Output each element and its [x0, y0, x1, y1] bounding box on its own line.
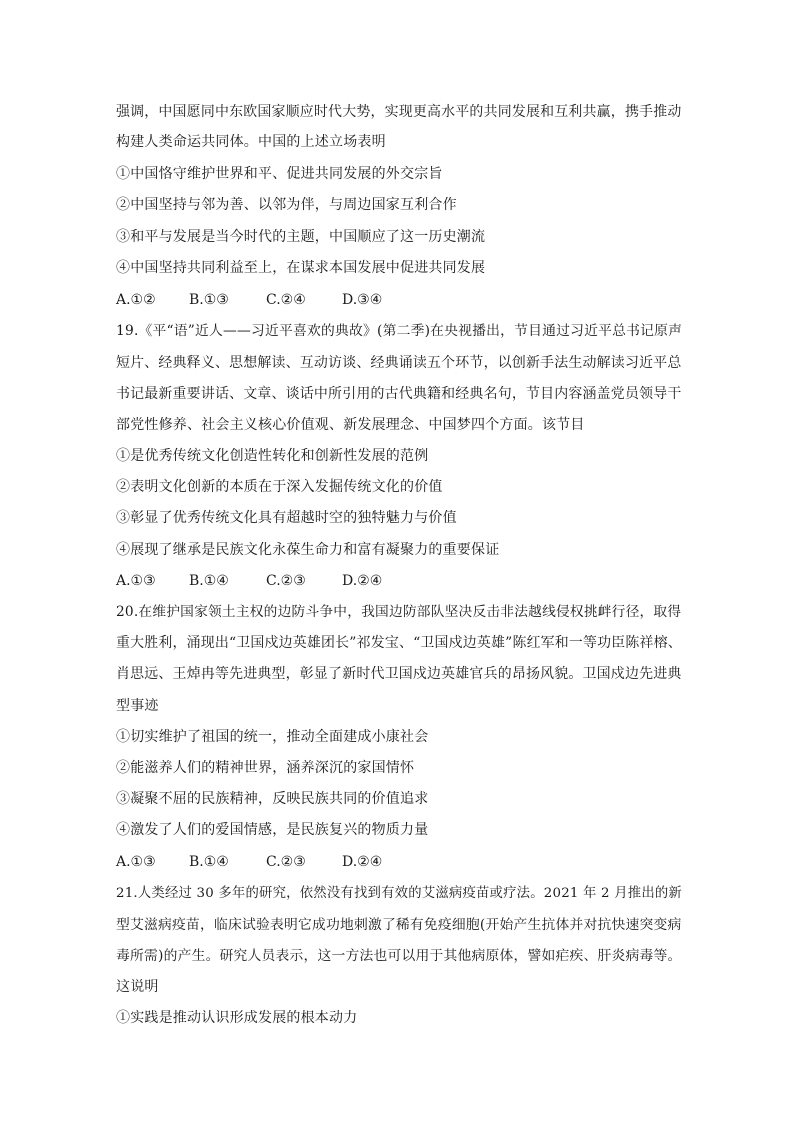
q19-item-1: ①是优秀传统文化创造性转化和创新性发展的范例 [116, 448, 429, 464]
intro-option-b: B.①③ [189, 292, 229, 308]
q20-option-d: D.②④ [342, 854, 383, 870]
q20-item-1: ①切实维护了祖国的统一，推动全面建成小康社会 [116, 729, 429, 745]
q20-item-3: ③凝聚不屈的民族精神，反映民族共同的价值追求 [116, 791, 429, 807]
q21-line-1: 21.人类经过 30 多年的研究，依然没有找到有效的艾滋病疫苗或疗法。2021 年 2 月推出的新 [116, 886, 682, 901]
q21-line-3: 毒所需)的产生。研究人员表示，这一方法也可以用于其他病原体，譬如疟疾、肝炎病毒等。 [116, 948, 682, 964]
intro-item-3: ③和平与发展是当今时代的主题，中国顺应了这一历史潮流 [116, 229, 486, 245]
q21-item-1: ①实践是推动认识形成发展的根本动力 [116, 1010, 358, 1026]
q20-line-2: 重大胜利，涌现出“卫国戍边英雄团长”祁发宝、“卫国戍边英雄”陈红军和一等功臣陈祥榕、 [116, 635, 682, 651]
q20-options [116, 852, 516, 872]
intro-item-4: ④中国坚持共同利益至上，在谋求本国发展中促进共同发展 [116, 260, 486, 276]
q21-line-2: 型艾滋病疫苗，临床试验表明它成功地刺激了稀有免疫细胞(开始产生抗体并对抗快速突变病 [116, 917, 682, 933]
q19-line-4: 部党性修养、社会主义核心价值观、新发展理念、中国梦四个方面。该节目 [116, 417, 585, 433]
q20-line-4: 型事迹 [116, 698, 159, 714]
q21-line-4: 这说明 [116, 979, 159, 995]
q20-line-3: 肖思远、王焯冉等先进典型，彰显了新时代卫国戍边英雄官兵的昂扬风貌。卫国戍边先进典 [116, 666, 682, 682]
q19-line-1: 19.《平“语”近人——习近平喜欢的典故》(第二季)在央视播出，节目通过习近平总书记原声 [116, 323, 683, 339]
q19-item-4: ④展现了继承是民族文化永葆生命力和富有凝聚力的重要保证 [116, 542, 500, 558]
intro-item-2: ②中国坚持与邻为善、以邻为伴，与周边国家互利合作 [116, 197, 457, 213]
q19-option-a: A.①③ [116, 573, 156, 589]
intro-options [116, 290, 516, 310]
q19-line-2: 短片、经典释义、思想解读、互动访谈、经典诵读五个环节，以创新手法生动解读习近平总 [116, 355, 682, 371]
q20-option-a: A.①③ [116, 854, 156, 870]
q19-option-d: D.②④ [342, 573, 383, 589]
intro-option-d: D.③④ [342, 292, 383, 308]
q20-option-c: C.②③ [266, 854, 306, 870]
q20-item-4: ④激发了人们的爱国情感，是民族复兴的物质力量 [116, 822, 429, 838]
q19-options [116, 571, 516, 591]
intro-option-a: A.①② [116, 292, 156, 308]
q19-option-c: C.②③ [266, 573, 306, 589]
q19-item-2: ②表明文化创新的本质在于深入发掘传统文化的价值 [116, 479, 443, 495]
intro-item-1: ①中国恪守维护世界和平、促进共同发展的外交宗旨 [116, 166, 443, 182]
q19-line-3: 书记最新重要讲话、文章、谈话中所引用的古代典籍和经典名句，节目内容涵盖党员领导干 [116, 386, 682, 402]
q20-item-2: ②能滋养人们的精神世界，涵养深沉的家国情怀 [116, 760, 415, 776]
intro-line-1: 强调，中国愿同中东欧国家顺应时代大势，实现更高水平的共同发展和互利共赢，携手推动 [116, 104, 682, 120]
intro-line-2: 构建人类命运共同体。中国的上述立场表明 [116, 134, 386, 150]
q19-item-3: ③彰显了优秀传统文化具有超越时空的独特魅力与价值 [116, 510, 457, 526]
q19-option-b: B.①④ [189, 573, 229, 589]
q20-option-b: B.①④ [189, 854, 229, 870]
intro-option-c: C.②④ [266, 292, 306, 308]
q20-line-1: 20.在维护国家领土主权的边防斗争中，我国边防部队坚决反击非法越线侵权挑衅行径，取得 [116, 604, 682, 620]
